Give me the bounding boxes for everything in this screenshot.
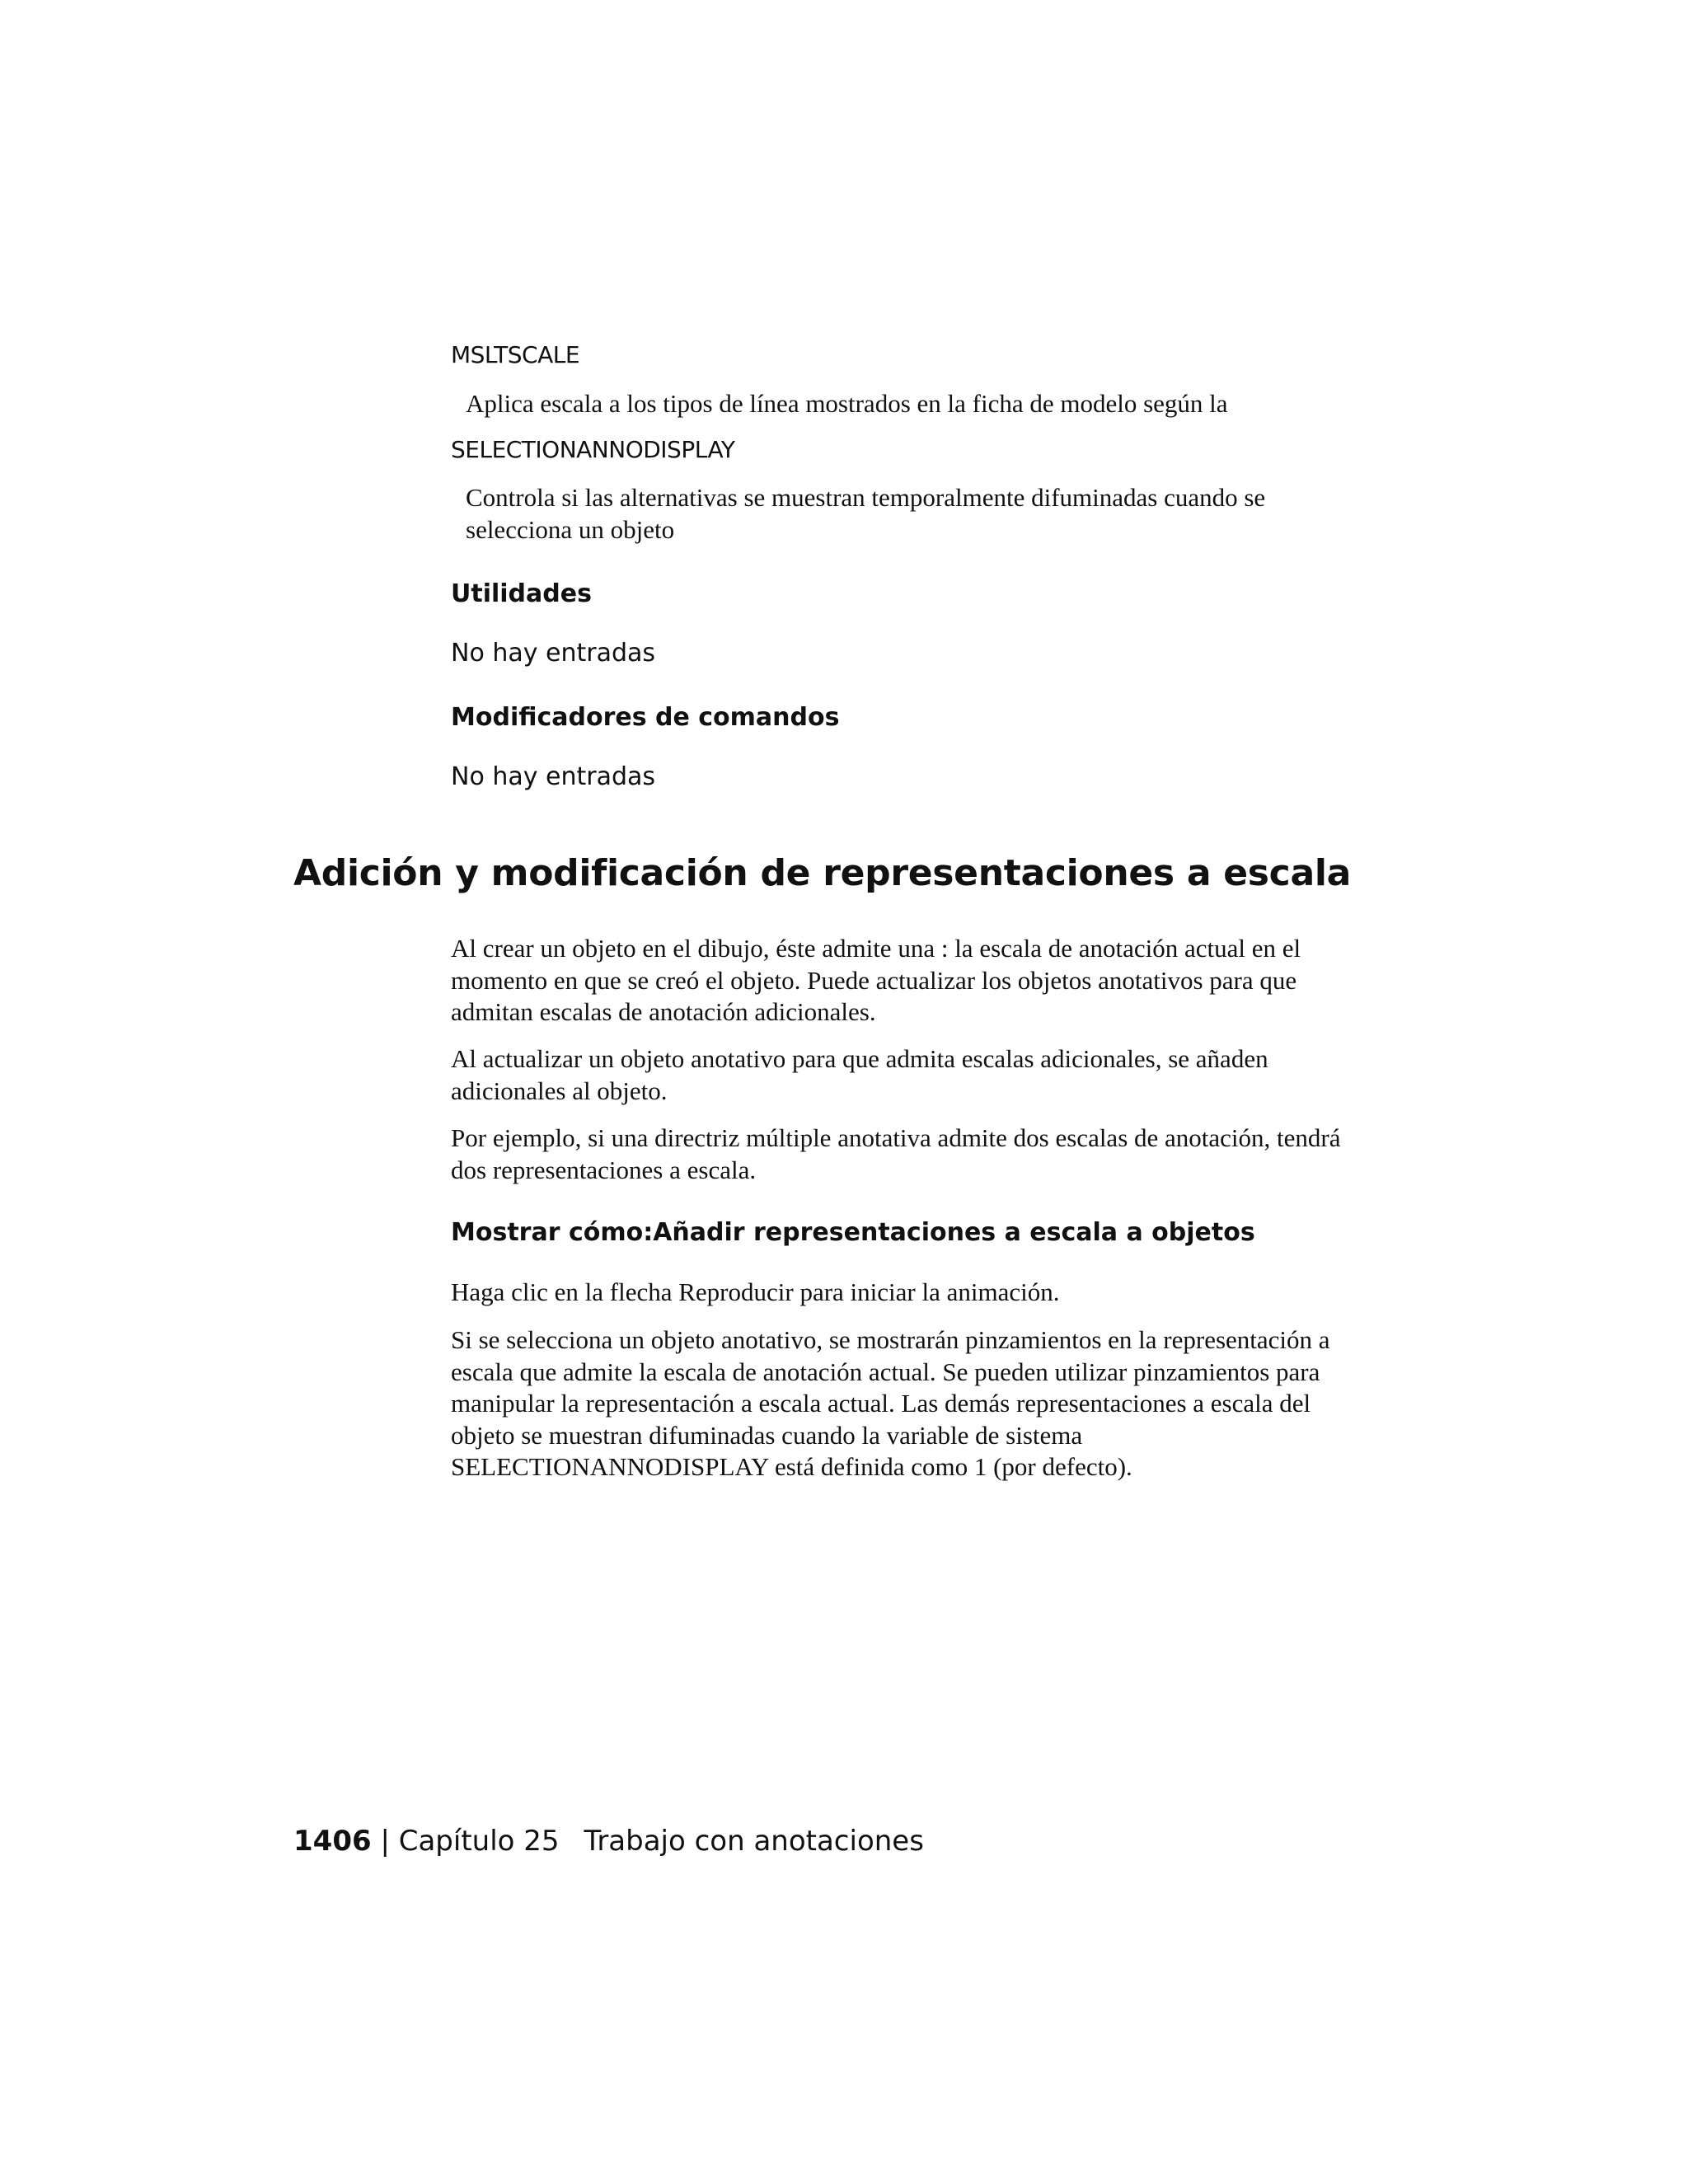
footer-separator: |: [380, 1825, 390, 1858]
command-modifiers-text: No hay entradas: [451, 762, 656, 791]
utilities-heading: Utilidades: [451, 579, 592, 608]
footer-chapter-title: Trabajo con anotaciones: [584, 1825, 924, 1858]
body-paragraph: Por ejemplo, si una directriz múltiple anotativa admite dos escalas de anotación, tendrá dos representaciones a escala.: [451, 1123, 1341, 1184]
body-paragraph: Si se selecciona un objeto anotativo, se mostrarán pinzamientos en la representación a escala que admite la escala de anotación actual. Se pueden utilizar pinzamientos para manipular la representación a escala actual. Las demás representaciones a escala del objeto se muestran difuminadas cuando la variable de sistema SELECTIONANNODISPLAY está definida como 1 (por defecto).: [451, 1325, 1330, 1481]
utilities-text: No hay entradas: [451, 639, 656, 668]
command-modifiers-heading: Modificadores de comandos: [451, 703, 840, 732]
body-paragraph: Al crear un objeto en el dibujo, éste admite una : la escala de anotación actual en el momento en que se creó el objeto. Puede actualizar los objetos anotativos para que admitan escalas de anotación adicionales.: [451, 934, 1301, 1026]
page-number: 1406: [293, 1825, 372, 1858]
body-paragraph: Haga clic en la flecha Reproducir para iniciar la animación.: [451, 1277, 1060, 1306]
body-paragraph: Al actualizar un objeto anotativo para que admita escalas adicionales, se añaden adicionales al objeto.: [451, 1044, 1268, 1105]
sysvar-name-msltscale: MSLTSCALE: [451, 341, 580, 368]
show-me-heading: Mostrar cómo:Añadir representaciones a escala a objetos: [451, 1218, 1255, 1247]
sysvar-description-msltscale: Aplica escala a los tipos de línea mostrados en la ficha de modelo según la: [466, 389, 1228, 418]
page-footer: [293, 1823, 924, 1859]
sysvar-description-selectionannodisplay: Controla si las alternativas se muestran temporalmente difuminadas cuando se selecciona un objeto: [466, 483, 1266, 544]
footer-chapter: Capítulo 25: [398, 1825, 560, 1858]
section-title: Adición y modificación de representaciones a escala: [293, 852, 1352, 894]
sysvar-name-selectionannodisplay: SELECTIONANNODISPLAY: [451, 436, 735, 463]
